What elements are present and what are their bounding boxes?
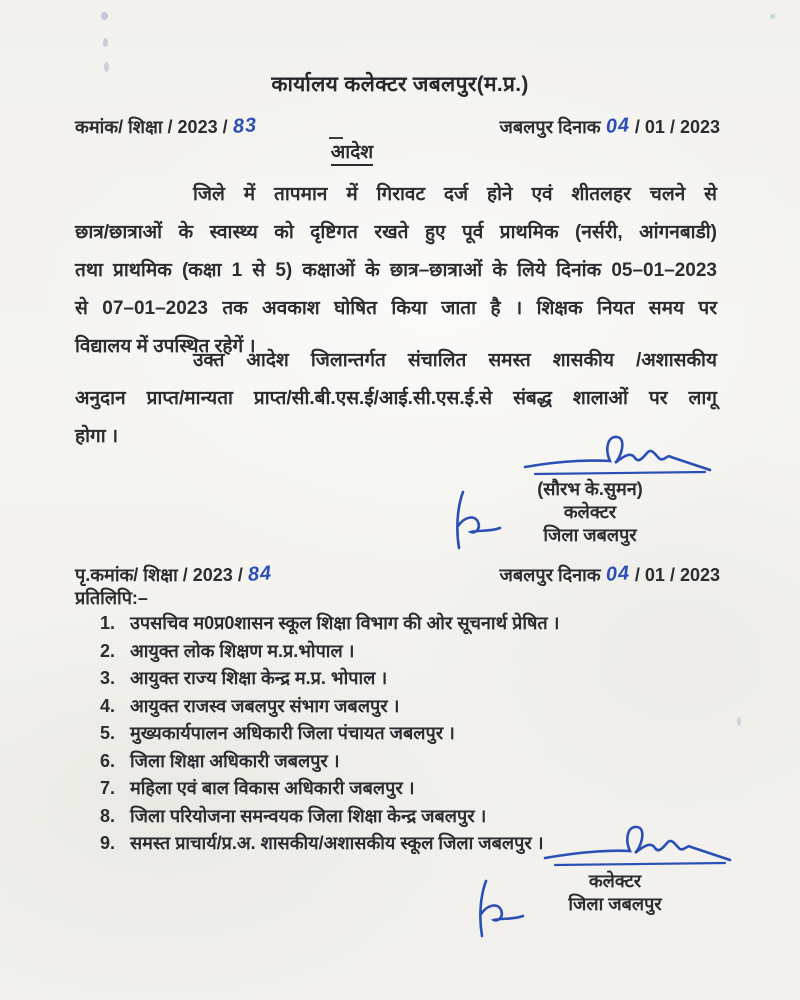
scan-speck <box>101 12 108 20</box>
paragraph-line: छात्र/छात्राओं के स्वास्थ्य को दृष्टिगत रखते हुए पूर्व प्राथमिक (नर्सरी, आंगनबाडी) <box>75 222 717 243</box>
list-item: 5. मुख्यकार्यपालन अधिकारी जिला पंचायत जबलपुर । <box>100 723 455 743</box>
copy-to-label: प्रतिलिपि:– <box>75 588 148 608</box>
paragraph-line: जिले में तापमान में गिरावट दर्ज होने एवं शीतलहर चलने से <box>193 184 717 205</box>
list-item: 1. उपसचिव म0प्र0शासन स्कूल शिक्षा विभाग की ओर सूचनार्थ प्रेषित । <box>100 613 560 633</box>
scan-speck <box>770 14 775 19</box>
paragraph-line: विद्यालय में उपस्थित रहेगें । <box>75 336 256 357</box>
initial-signature-icon <box>468 878 528 940</box>
paragraph-line: उक्त आदेश जिलान्तर्गत संचालित समस्त शासकीय /अशासकीय <box>193 350 717 371</box>
list-item: 9. समस्त प्राचार्य/प्र.अ. शासकीय/अशासकीय स्कूल जिला जबलपुर । <box>100 833 544 853</box>
paragraph-line: होगा । <box>75 426 119 447</box>
list-item: 7. महिला एवं बाल विकास अधिकारी जबलपुर । <box>100 778 415 798</box>
list-item: 2. आयुक्त लोक शिक्षण म.प्र.भोपाल । <box>100 640 355 661</box>
signature-icon <box>505 430 720 485</box>
handwritten-ref-number: 83 <box>231 114 258 138</box>
paragraph-line: तथा प्राथमिक (कक्षा 1 से 5) कक्षाओं के छात्र–छात्राओं के लिये दिनांक 05–01–2023 <box>75 260 717 281</box>
handwritten-endorsement-number: 84 <box>247 562 273 586</box>
reference-number: कमांक/ शिक्षा / 2023 / 83 <box>75 114 258 138</box>
endorsement-number: पृ.कमांक/ शिक्षा / 2023 / 84 <box>75 562 273 586</box>
signatory-block-top <box>495 478 685 547</box>
signatory-designation: कलेक्टर <box>563 502 617 522</box>
signatory-district: जिला जबलपुर <box>543 525 637 545</box>
office-title: कार्यालय कलेक्टर जबलपुर(म.प्र.) <box>271 73 529 96</box>
order-paragraph-1 <box>75 176 717 366</box>
paragraph-line: से 07–01–2023 तक अवकाश घोषित किया जाता है । शिक्षक नियत समय पर <box>75 298 717 319</box>
handwritten-date-day: 04 <box>604 562 631 586</box>
signatory-name: (सौरभ के.सुमन) <box>537 479 643 499</box>
scan-speck <box>103 38 108 47</box>
paragraph-line: अनुदान प्राप्त/मान्यता प्राप्त/सी.बी.एस.ई/आई.सी.एस.ई.से संबद्ध शालाओं पर लागू <box>75 388 717 409</box>
reference-line-top <box>75 115 720 139</box>
signatory-designation: कलेक्टर <box>588 871 642 891</box>
signatory-district: जिला जबलपुर <box>568 894 662 914</box>
handwritten-date-day: 04 <box>604 114 631 138</box>
signature-icon <box>530 820 740 875</box>
list-item: 8. जिला परियोजना समन्वयक जिला शिक्षा केन्द्र जबलपुर । <box>100 805 487 826</box>
place-date: जबलपुर दिनाक 04 / 01 / 2023 <box>499 562 720 586</box>
scan-speck <box>737 717 741 726</box>
list-item: 6. जिला शिक्षा अधिकारी जबलपुर । <box>100 750 340 771</box>
order-heading: आदेश <box>0 138 704 164</box>
signatory-block-bottom <box>520 870 710 916</box>
place-date: जबलपुर दिनाक 04 / 01 / 2023 <box>499 114 720 138</box>
list-item: 3. आयुक्त राज्य शिक्षा केन्द्र म.प्र. भोपाल । <box>100 668 388 688</box>
list-item: 4. आयुक्त राजस्व जबलपुर संभाग जबलपुर । <box>100 695 400 716</box>
reference-line-bottom <box>75 563 720 587</box>
